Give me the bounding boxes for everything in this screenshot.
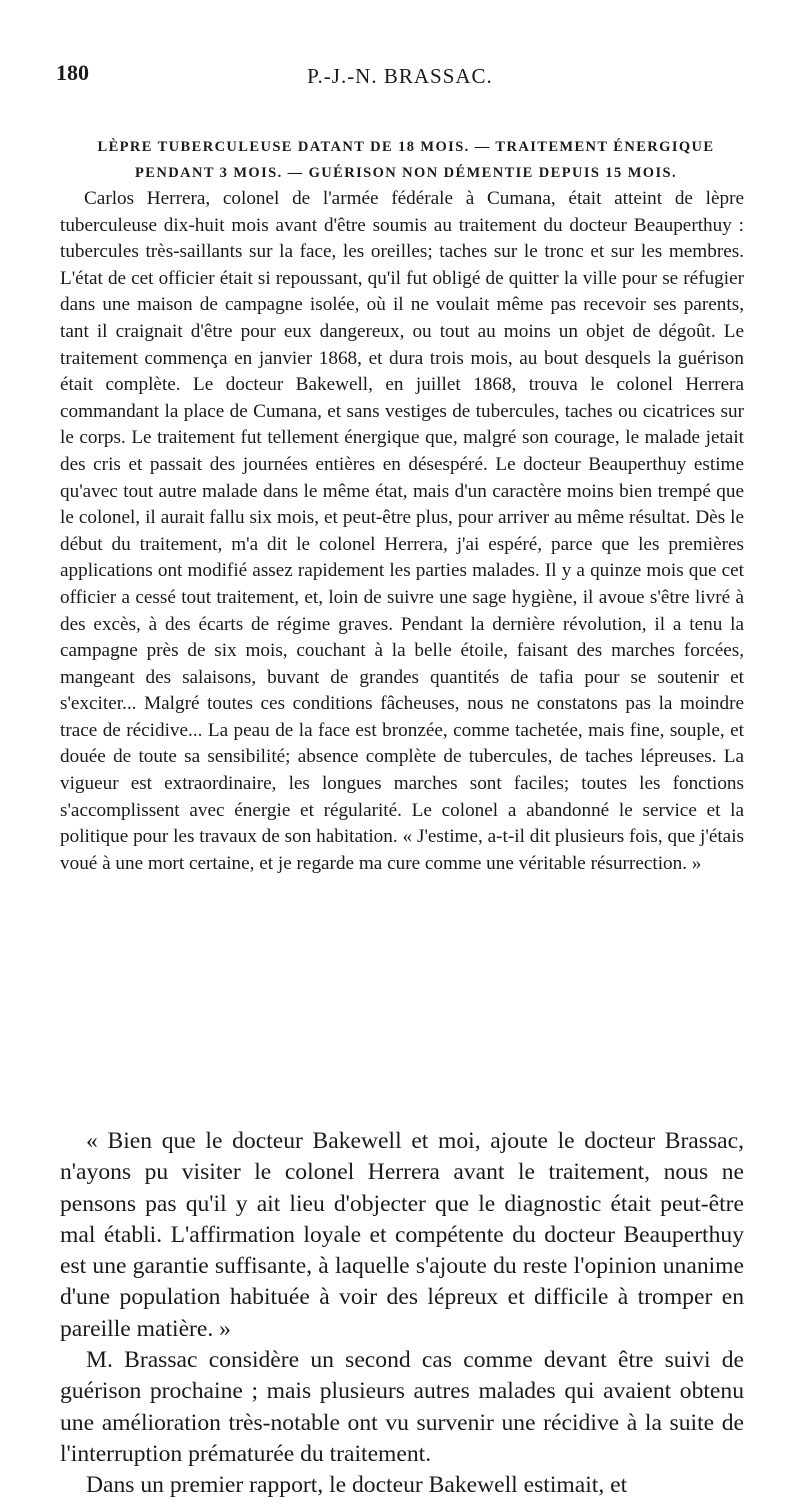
main-text — [60, 1126, 744, 1502]
quote-paragraph: « Bien que le docteur Bakewell et moi, ajoute le docteur Brassac, n'ayons pu visiter le colonel Herrera avant le traitement, nous ne pensons pas qu'il y ait lieu d'objecter que le diagnostic était peut-être mal établi. L'affirmation loyale et compétente du docteur Beauperthuy est une garantie suffisante, à laquelle s'ajoute du reste l'opinion unanime d'une population habituée à voir des lépreux et difficile à tromper en pareille matière. » — [60, 1128, 744, 1342]
case-paragraph: Carlos Herrera, colonel de l'armée fédérale à Cumana, était atteint de lèpre tuberculeuse dix-huit mois avant d'être soumis au traitement du docteur Beauperthuy : tubercules très-saillants sur la face, les oreilles; taches sur le tronc et sur les membres. L'état de cet officier était si repoussant, qu'il fut obligé de quitter la ville pour se réfugier dans une maison de campagne isolée, où il ne voulait même pas recevoir ses parents, tant il craignait d'être pour eux dangereux, ou tout au moins un objet de dégoût. Le traitement commença en janvier 1868, et dura trois mois, au bout desquels la guérison était complète. Le docteur Bakewell, en juillet 1868, trouva le colonel Herrera commandant la place de Cumana, et sans vestiges de tubercules, taches ou cicatrices sur le corps. Le traitement fut tellement énergique que, malgré son courage, le malade jetait des cris et passait des journées entières en désespéré. Le docteur Beauperthuy estime qu'avec tout autre malade dans le même état, mais d'un caractère moins bien trempé que le colonel, il aurait fallu six mois, et peut-être plus, pour arriver au même résultat. Dès le début du traitement, m'a dit le colonel Herrera, j'ai espéré, parce que les premières applications ont modifié assez rapidement les parties malades. Il y a quinze mois que cet officier a cessé tout traitement, et, loin de suivre une sage hygiène, il avoue s'être livré à des excès, à des écarts de régime graves. Pendant la dernière révolution, il a tenu la campagne près de six mois, couchant à la belle étoile, faisant des marches forcées, mangeant des salaisons, buvant de grandes quantités de tafia pour se soutenir et s'exciter... Malgré toutes ces conditions fâcheuses, nous ne constatons pas la moindre trace de récidive... La peau de la face est bronzée, comme tachetée, mais fine, souple, et douée de toute sa sensibilité; absence complète de tubercules, de taches lépreuses. La vigueur est extraordinaire, les longues marches sont faciles; toutes les fonctions s'accomplissent avec énergie et régularité. Le colonel a abandonné le service et la politique pour les travaux de son habitation. « J'estime, a-t-il dit plusieurs fois, que j'étais voué à une mort certaine, et je regarde ma cure comme une véritable résurrection. » — [60, 188, 744, 874]
page-number: 180 — [56, 60, 89, 85]
case-heading: LÈPRE TUBERCULEUSE DATANT DE 18 MOIS. — TRAITEMENT ÉNERGIQUE PENDANT 3 MOIS. — GUÉRISON NON DÉMENTIE DEPUIS 15 MOIS. — [97, 139, 715, 181]
running-title: P.-J.-N. BRASSAC. — [307, 64, 493, 88]
body-paragraph: M. Brassac considère un second cas comme devant être suivi de guérison prochaine ; mais plusieurs autres malades qui avaient obtenu une amélioration très-notable ont vu survenir une récidive à la suite de l'interruption prématurée du traitement. — [60, 1347, 744, 1467]
body-paragraph-continued: Dans un premier rapport, le docteur Bakewell estimait, et — [86, 1472, 628, 1499]
case-report — [60, 186, 744, 877]
